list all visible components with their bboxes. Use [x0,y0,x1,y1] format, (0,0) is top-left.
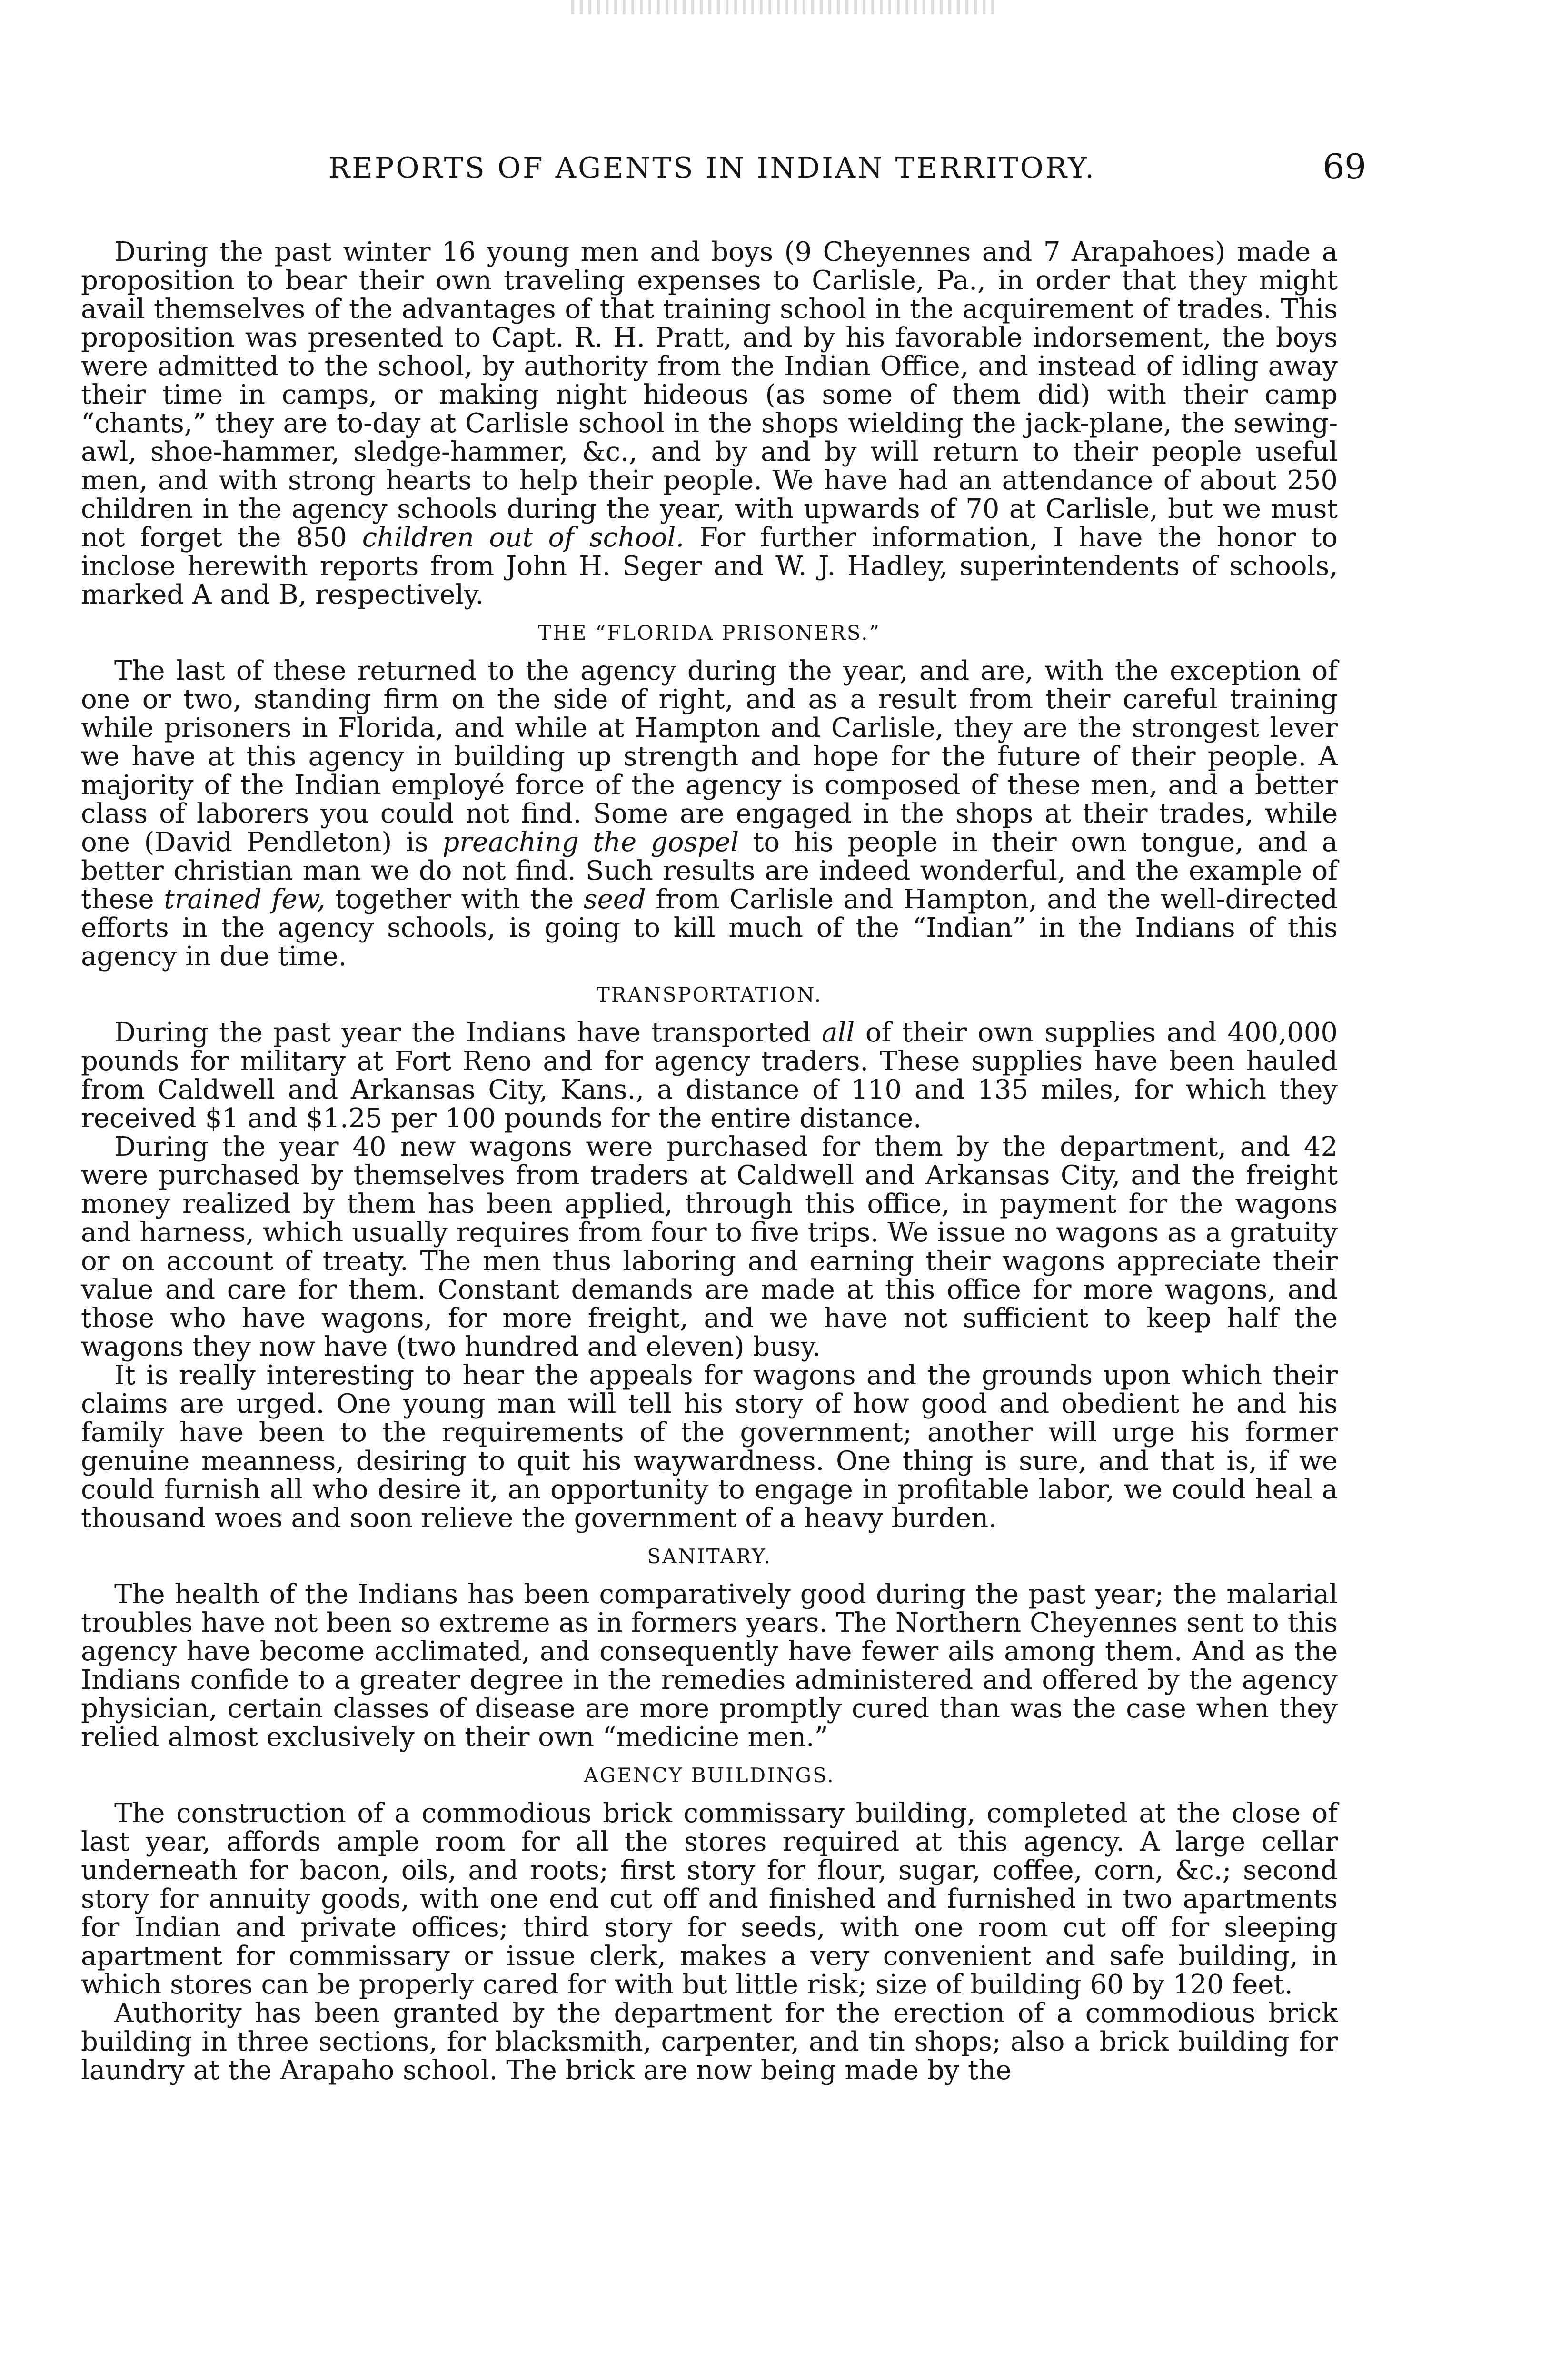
heading-sanitary: SANITARY. [647,1545,772,1568]
paragraph-sanitary: The health of the Indians has been comparatively good during the past year; the malarial troubles have not been so extreme as in formers years. The Northern Cheyennes sent to this agency have become acclimated, and consequently have fewer ails among them. And as the Indians confide to a greater degree in the remedies administered and offered by the agency physician, certain classes of disease are more promptly cured than was the case when they relied almost exclusively on their own “medicine men.” [81,1579,1338,1753]
heading-agency-buildings: AGENCY BUILDINGS. [584,1764,835,1787]
paragraph-wagons: During the year 40 new wagons were purchased for them by the department, and 42 were purchased by themselves from traders at Caldwell and Arkansas City, and the freight money realized by them has been applied, through this office, in payment for the wagons and harness, which usually requires from four to five trips. We issue no wagons as a gratuity or on account of treaty. The men thus laboring and earning their wagons appreciate their value and care for them. Constant demands are made at this office for more wagons, and those who have wagons, for more freight, and we have not sufficient to keep half the wagons they now have (two hundred and eleven) busy. [81,1131,1338,1362]
paragraph-transportation: During the past year the Indians have transported all of their own supplies and 400,000 pounds for military at Fort Reno and for agency traders. These supplies have been hauled from Caldwell and Arkansas City, Kans., a distance of 110 and 135 miles, for which they received $1 and $1.25 per 100 pounds for the entire distance. [81,1017,1338,1134]
paragraph-commissary: The construction of a commodious brick commissary building, completed at the close of last year, affords ample room for all the stores required at this agency. A large cellar underneath for bacon, oils, and roots; first story for flour, sugar, coffee, corn, &c.; second story for annuity goods, with one end cut off and finished and furnished in two apartments for Indian and private offices; third story for seeds, with one room cut off for sleeping apartment for commissary or issue clerk, makes a very convenient and safe building, in which stores can be properly cared for with but little risk; size of building 60 by 120 feet. [81,1798,1338,2000]
page-header [81,147,1366,199]
paragraph-schools: During the past winter 16 young men and boys (9 Cheyennes and 7 Arapahoes) made a proposition to bear their own traveling expenses to Carlisle, Pa., in order that they might avail themselves of the advantages of that training school in the acquirement of trades. This proposition was presented to Capt. R. H. Pratt, and by his favorable indorsement, the boys were admitted to the school, by authority from the Indian Office, and instead of idling away their time in camps, or making night hideous (as some of them did) with their camp “chants,” they are to-day at Carlisle school in the shops wielding the jack-plane, the sewing-awl, shoe-hammer, sledge-hammer, &c., and by and by will return to their people useful men, and with strong hearts to help their people. We have had an attendance of about 250 children in the agency schools during the year, with upwards of 70 at Carlisle, but we must not forget the 850 children out of school. For further information, I have the honor to inclose herewith reports from John H. Seger and W. J. Hadley, superintendents of schools, marked A and B, respectively. [81,237,1338,610]
page-body [81,238,1338,2085]
paragraph-florida-prisoners: The last of these returned to the agency during the year, and are, with the exception of one or two, standing firm on the side of right, and as a result from their careful training while prisoners in Florida, and while at Hampton and Carlisle, they are the strongest lever we have at this agency in building up strength and hope for the future of their people. A majority of the Indian employé force of the agency is composed of these men, and a better class of laborers you could not find. Some are engaged in the shops at their trades, while one (David Pendleton) is preaching the gospel to his people in their own tongue, and a better christian man we do not find. Such results are indeed wonderful, and the example of these trained few, together with the seed from Carlisle and Hampton, and the well-directed efforts in the agency schools, is going to kill much of the “Indian” in the Indians of this agency in due time. [81,655,1338,972]
scan-artifact [571,0,1000,14]
heading-florida-prisoners: THE “FLORIDA PRISONERS.” [538,621,881,645]
running-title: REPORTS OF AGENTS IN INDIAN TERRITORY. [328,151,1096,185]
page-number: 69 [1322,147,1366,187]
paragraph-shops: Authority has been granted by the department for the erection of a commodious brick building in three sections, for blacksmith, carpenter, and tin shops; also a brick building for laundry at the Arapaho school. The brick are now being made by the [81,1998,1338,2086]
paragraph-appeals: It is really interesting to hear the appeals for wagons and the grounds upon which their claims are urged. One young man will tell his story of how good and obedient he and his family have been to the requirements of the government; another will urge his former genuine meanness, desiring to quit his waywardness. One thing is sure, and that is, if we could furnish all who desire it, an opportunity to engage in profitable labor, we could heal a thousand woes and soon relieve the government of a heavy burden. [81,1360,1338,1534]
heading-transportation: TRANSPORTATION. [596,983,823,1006]
